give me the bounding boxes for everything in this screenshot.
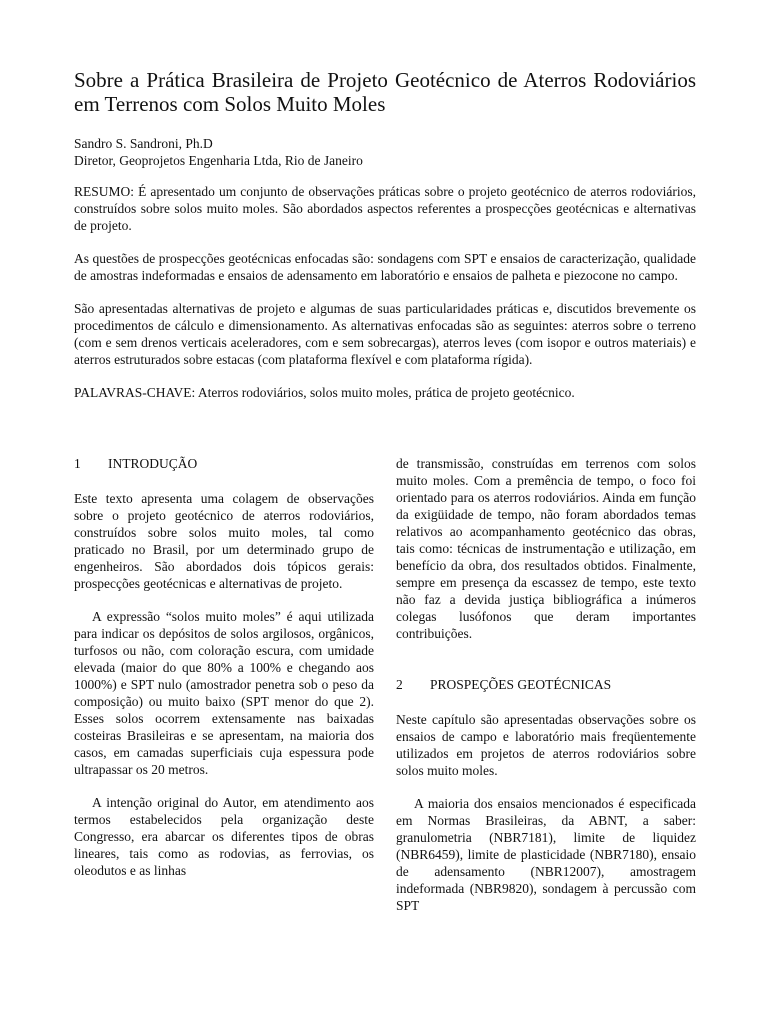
- author-name: Sandro S. Sandroni, Ph.D: [74, 136, 213, 151]
- author-block: [74, 135, 696, 169]
- author-affiliation: Diretor, Geoprojetos Engenharia Ltda, Rio de Janeiro: [74, 153, 363, 168]
- body-paragraph: A expressão “solos muito moles” é aqui utilizada para indicar os depósitos de solos argilosos, orgânicos, turfosos ou não, com coloração escura, com umidade elevada (maior do que 80% a 100% e chegando aos 1000%) e SPT nulo (amostrador penetra sob o peso da composição) ou muito baixo (SPT menor do que 2). Esses solos ocorrem extensamente nas baixadas costeiras Brasileiras e se apresentam, na maioria dos casos, em camadas superficiais cuja espessura pode ultrapassar os 20 metros.: [74, 609, 374, 777]
- right-column: [396, 455, 696, 914]
- abstract-resumo: RESUMO: É apresentado um conjunto de observações práticas sobre o projeto geotécnico de aterros rodoviários, construídos sobre solos muito moles. São abordados aspectos referentes a prospecções geotécnicas e alternativas de projeto.: [74, 184, 696, 233]
- paper-title: Sobre a Prática Brasileira de Projeto Geotécnico de Aterros Rodoviários em Terrenos com Solos Muito Moles: [74, 68, 696, 116]
- body-paragraph: Este texto apresenta uma colagem de observações sobre o projeto geotécnico de aterros rodoviários, construídos sobre solos muito moles, tal como praticado no Brasil, por um determinado grupo de engenheiros. São abordados dois tópicos gerais: prospecções geotécnicas e alternativas de projeto.: [74, 491, 374, 591]
- abstract-paragraph: As questões de prospecções geotécnicas enfocadas são: sondagens com SPT e ensaios de caracterização, qualidade de amostras indeformadas e ensaios de adensamento em laboratório e ensaios de palheta e piezocone no campo.: [74, 251, 696, 283]
- section-number: 2: [396, 677, 403, 692]
- body-paragraph: A maioria dos ensaios mencionados é especificada em Normas Brasileiras, da ABNT, a saber: granulometria (NBR7181), limite de liquidez (NBR6459), limite de plasticidade (NBR7180), ensaio de adensamento (NBR12007), amostragem indeformada (NBR9820), sondagem à percussão com SPT: [396, 796, 696, 913]
- abstract-paragraph: São apresentadas alternativas de projeto e algumas de suas particularidades práticas e, discutidos brevemente os procedimentos de cálculo e dimensionamento. As alternativas enfocadas são as seguintes: aterros sobre o terreno (com e sem drenos verticais aceleradores, com e sem sobrecargas), aterros leves (com isopor e outros materiais) e aterros estruturados sobre estacas (com plataforma flexível e com plataforma rígida).: [74, 301, 696, 367]
- section-title: INTRODUÇÃO: [108, 456, 198, 471]
- section-heading-prospeccoes: [396, 676, 696, 693]
- section-title: PROSPEÇÕES GEOTÉCNICAS: [430, 677, 612, 692]
- left-column: [74, 455, 374, 879]
- section-heading-introducao: [74, 455, 374, 472]
- keywords: PALAVRAS-CHAVE: Aterros rodoviários, solos muito moles, prática de projeto geotécnico.: [74, 385, 575, 400]
- body-paragraph: A intenção original do Autor, em atendimento aos termos estabelecidos pela organização deste Congresso, era abarcar os diferentes tipos de obras lineares, tais como as rodovias, as ferrovias, os oleodutos e as linhas: [74, 795, 374, 878]
- section-number: 1: [74, 456, 81, 471]
- abstract: [74, 183, 696, 417]
- body-paragraph-continued: de transmissão, construídas em terrenos com solos muito moles. Com a premência de tempo, o foco foi orientado para os aterros rodoviários. Ainda em função da exigüidade de tempo, não foram abordados temas relativos ao acompanhamento geotécnico das obras, tais como: técnicas de instrumentação e utilização, em benefício da obra, dos resultados obtidos. Finalmente, sempre em presença da escassez de tempo, este texto não faz a devida justiça bibliográfica a inúmeros colegas lusófonos que deram importantes contribuições.: [396, 456, 696, 641]
- body-paragraph: Neste capítulo são apresentadas observações sobre os ensaios de campo e laboratório mais freqüentemente utilizados em projetos de aterros rodoviários sobre solos muito moles.: [396, 712, 696, 778]
